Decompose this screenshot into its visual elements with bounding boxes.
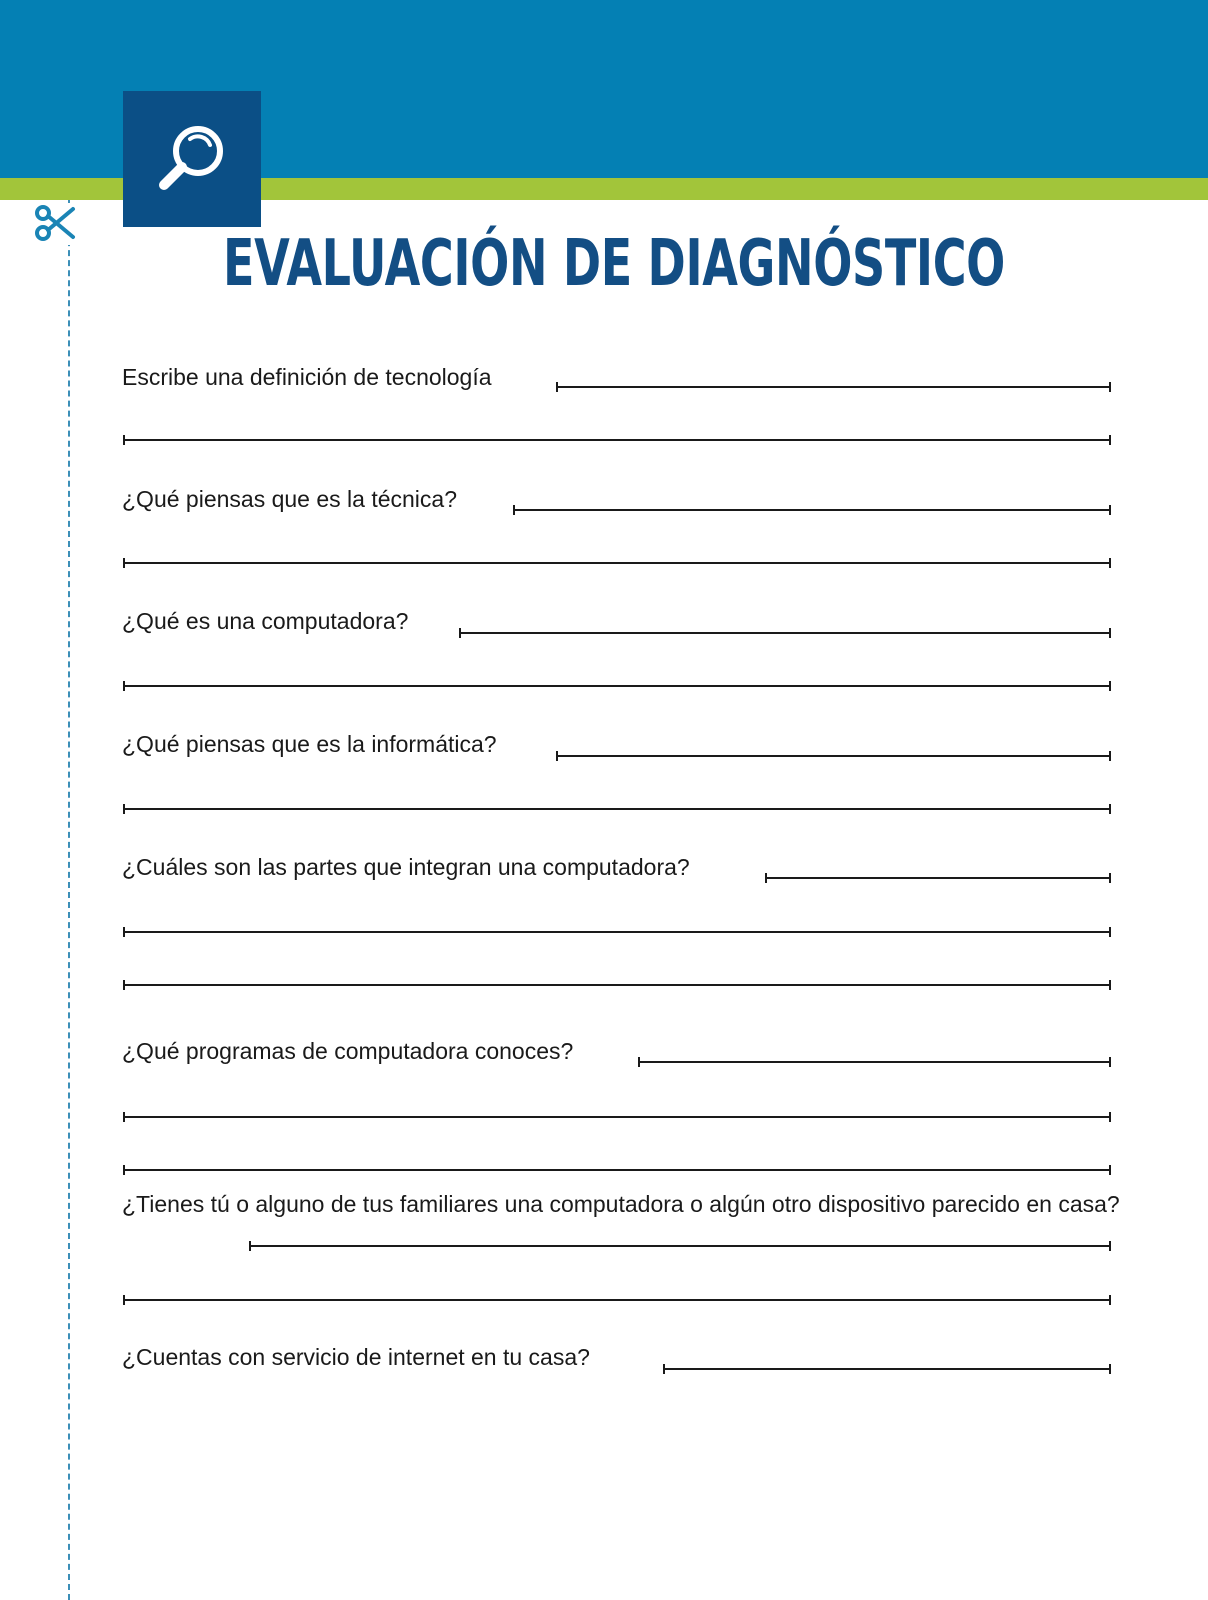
header-icon-box bbox=[123, 91, 261, 227]
question-8-text: ¿Cuentas con servicio de internet en tu casa? bbox=[122, 1344, 590, 1370]
question-3-answer-line[interactable] bbox=[459, 632, 1111, 634]
question-2-text: ¿Qué piensas que es la técnica? bbox=[122, 486, 457, 512]
question-6-answer-line[interactable] bbox=[638, 1061, 1111, 1063]
question-2-answer-line[interactable] bbox=[513, 509, 1111, 511]
question-4-answer-line-2[interactable] bbox=[123, 808, 1111, 810]
question-2-answer-line-2[interactable] bbox=[123, 562, 1111, 564]
question-4-text: ¿Qué piensas que es la informática? bbox=[122, 731, 497, 757]
magnifier-icon bbox=[152, 119, 232, 199]
question-5-answer-line-2[interactable] bbox=[123, 931, 1111, 933]
question-7-text: ¿Tienes tú o alguno de tus familiares una computadora o algún otro dispositivo parecido en casa? bbox=[122, 1191, 1120, 1217]
question-8-answer-line[interactable] bbox=[663, 1368, 1111, 1370]
scissors-icon-wrapper bbox=[33, 203, 79, 245]
question-5-text: ¿Cuáles son las partes que integran una computadora? bbox=[122, 854, 690, 880]
question-6-text: ¿Qué programas de computadora conoces? bbox=[122, 1038, 574, 1064]
question-1-answer-line[interactable] bbox=[556, 386, 1111, 388]
question-1-answer-line-2[interactable] bbox=[123, 439, 1111, 441]
question-1-text: Escribe una definición de tecnología bbox=[122, 364, 492, 390]
question-4-answer-line[interactable] bbox=[556, 755, 1111, 757]
scissors-icon bbox=[33, 203, 79, 245]
page-title: EVALUACIÓN DE DIAGNÓSTICO bbox=[223, 227, 1005, 301]
question-5-answer-line-3[interactable] bbox=[123, 984, 1111, 986]
question-6-answer-line-2[interactable] bbox=[123, 1116, 1111, 1118]
question-3-text: ¿Qué es una computadora? bbox=[122, 608, 409, 634]
question-6-answer-line-3[interactable] bbox=[123, 1169, 1111, 1171]
question-5-answer-line[interactable] bbox=[765, 877, 1111, 879]
question-7-answer-line[interactable] bbox=[249, 1245, 1111, 1247]
question-7-answer-line-2[interactable] bbox=[123, 1299, 1111, 1301]
cut-guide-line bbox=[68, 200, 70, 1600]
question-3-answer-line-2[interactable] bbox=[123, 685, 1111, 687]
